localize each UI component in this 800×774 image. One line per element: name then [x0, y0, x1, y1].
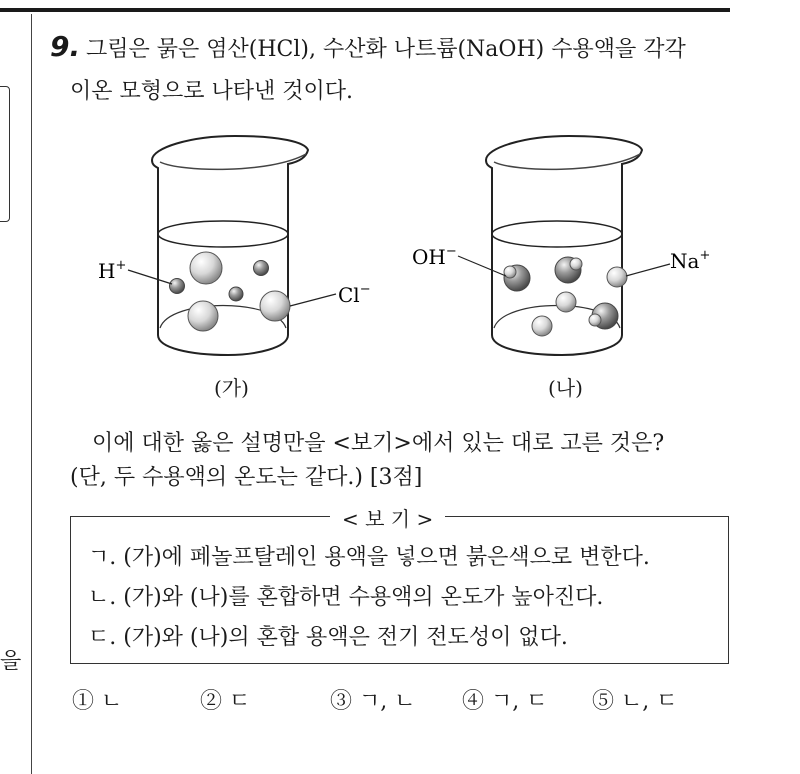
choice-2[interactable]: ② ㄷ — [200, 689, 251, 714]
left-margin-box — [0, 86, 10, 222]
ion-label-cl: Cl− — [338, 282, 371, 307]
beaker-figure — [80, 120, 720, 370]
ion-label-h: H+ — [98, 258, 127, 283]
choice-1[interactable]: ① ㄴ — [72, 689, 123, 714]
question-text-line2: 이온 모형으로 나타낸 것이다. — [70, 79, 353, 104]
prompt-line1: 이에 대한 옳은 설명만을 <보기>에서 있는 대로 고른 것은? — [92, 431, 665, 456]
question-number: 9. — [50, 30, 81, 63]
beaker-ga — [128, 136, 336, 355]
question-text-line1: 그림은 묽은 염산(HCl), 수산화 나트륨(NaOH) 수용액을 각각 — [86, 37, 686, 62]
beaker-label-na: (나) — [548, 376, 583, 400]
beaker-label-ga: (가) — [214, 376, 249, 400]
ion-label-oh: OH− — [412, 244, 457, 269]
top-rule — [0, 8, 730, 12]
prompt-line2: (단, 두 수용액의 온도는 같다.) [3점] — [70, 465, 423, 490]
bogi-item-2: ㄴ. (가)와 (나)를 혼합하면 수용액의 온도가 높아진다. — [88, 585, 604, 610]
bogi-item-1: ㄱ. (가)에 페놀프탈레인 용액을 넣으면 붉은색으로 변한다. — [88, 545, 650, 570]
ion-label-na: Na+ — [670, 248, 711, 273]
bogi-item-3: ㄷ. (가)와 (나)의 혼합 용액은 전기 전도성이 없다. — [88, 625, 568, 650]
choice-4[interactable]: ④ ㄱ, ㄷ — [462, 689, 548, 714]
column-divider — [31, 14, 32, 774]
beaker-na — [458, 136, 670, 355]
left-margin-text: 을 — [0, 649, 22, 674]
bogi-title: < 보 기 > — [330, 503, 445, 532]
choice-3[interactable]: ③ ㄱ, ㄴ — [330, 689, 416, 714]
choice-5[interactable]: ⑤ ㄴ, ㄷ — [592, 689, 678, 714]
